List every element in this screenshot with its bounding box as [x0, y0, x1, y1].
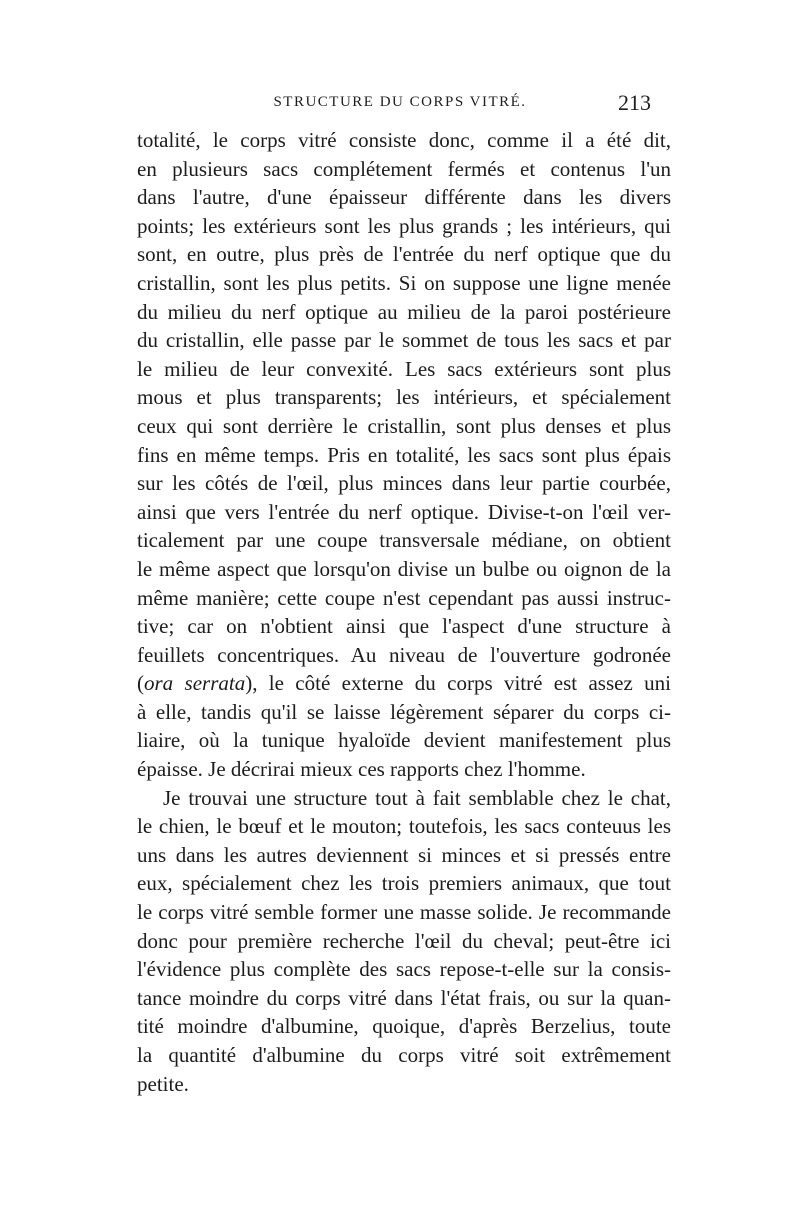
text-line: sont, en outre, plus près de l'entrée du nerf optique que du	[137, 242, 671, 267]
text-line: tive; car on n'obtient ainsi que l'aspect d'une structure à	[137, 614, 671, 639]
text-line: en plusieurs sacs complétement fermés et contenus l'un	[137, 156, 671, 181]
text-line: points; les extérieurs sont les plus grands ; les intérieurs, qui	[137, 213, 671, 238]
text-line: le milieu de leur convexité. Les sacs extérieurs sont plus	[137, 356, 671, 381]
running-title: STRUCTURE DU CORPS VITRÉ.	[273, 94, 527, 110]
text-line: liaire, où la tunique hyaloïde devient manifestement plus	[137, 728, 671, 753]
text-line: du cristallin, elle passe par le sommet de tous les sacs et par	[137, 328, 671, 353]
text-line: le chien, le bœuf et le mouton; toutefois, les sacs conteuus les	[137, 814, 671, 839]
text-line: ceux qui sont derrière le cristallin, sont plus denses et plus	[137, 413, 671, 438]
text-line: le même aspect que lorsqu'on divise un bulbe ou oignon de la	[137, 556, 671, 581]
text-line: l'évidence plus complète des sacs repose-t-elle sur la consis-	[137, 957, 671, 982]
text-line: dans l'autre, d'une épaisseur différente dans les divers	[137, 185, 671, 210]
open-paren: (	[137, 671, 144, 696]
text-line: le corps vitré semble former une masse solide. Je recommande	[137, 900, 671, 925]
text-line: fins en même temps. Pris en totalité, les sacs sont plus épais	[137, 442, 671, 467]
italic-term: ora serrata	[144, 671, 246, 696]
body-text	[137, 126, 671, 1098]
text-line: petite.	[137, 1071, 189, 1096]
text-line: eux, spécialement chez les trois premiers animaux, que tout	[137, 871, 671, 896]
text-line: tité moindre d'albumine, quoique, d'après Berzelius, toute	[137, 1014, 671, 1039]
text-line: feuillets concentriques. Au niveau de l'ouverture godronée	[137, 642, 671, 667]
text-line-ora-serrata	[137, 669, 671, 698]
text-line: ticalement par une coupe transversale médiane, on obtient	[137, 528, 671, 553]
text-line: ainsi que vers l'entrée du nerf optique. Divise-t-on l'œil ver-	[137, 499, 671, 524]
text-line: la quantité d'albumine du corps vitré soit extrêmement	[137, 1043, 671, 1067]
text-line: épaisse. Je décrirai mieux ces rapports chez l'homme.	[137, 757, 586, 782]
text-line: uns dans les autres deviennent si minces et si pressés entre	[137, 842, 671, 867]
paragraph-1	[137, 126, 671, 784]
paragraph-2	[137, 784, 671, 1099]
text-line: sur les côtés de l'œil, plus minces dans leur partie courbée,	[137, 471, 671, 496]
running-head	[0, 90, 800, 120]
text-line: à elle, tandis qu'il se laisse légèrement séparer du corps ci-	[137, 699, 671, 724]
line-rest: ), le côté externe du corps vitré est assez uni	[245, 671, 671, 696]
text-line: totalité, le corps vitré consiste donc, comme il a été dit,	[137, 128, 671, 152]
text-line: du milieu du nerf optique au milieu de la paroi postérieure	[137, 299, 671, 324]
text-line: tance moindre du corps vitré dans l'état frais, ou sur la quan-	[137, 985, 671, 1010]
text-line: cristallin, sont les plus petits. Si on suppose une ligne menée	[137, 270, 671, 295]
text-line: Je trouvai une structure tout à fait semblable chez le chat,	[163, 785, 671, 810]
text-line: mous et plus transparents; les intérieurs, et spécialement	[137, 385, 671, 410]
page-number: 213	[618, 90, 651, 115]
text-line: même manière; cette coupe n'est cependant pas aussi instruc-	[137, 585, 671, 610]
text-line: donc pour première recherche l'œil du cheval; peut-être ici	[137, 928, 671, 953]
